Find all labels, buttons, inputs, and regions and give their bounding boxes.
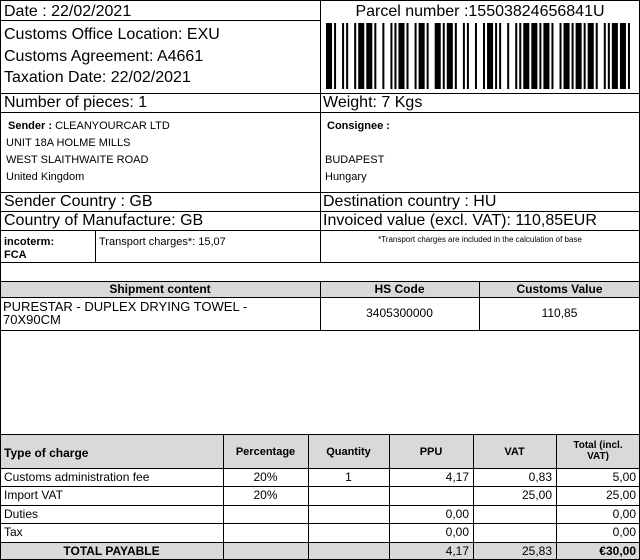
shipment-content-line-1: PURESTAR - DUPLEX DRYING TOWEL - bbox=[3, 299, 248, 314]
destination-country: Destination country : HU bbox=[323, 193, 497, 210]
barcode-bar bbox=[358, 23, 364, 89]
total-header-line-2: VAT) bbox=[587, 451, 609, 462]
barcode-bar bbox=[398, 23, 404, 89]
barcode-bar bbox=[447, 23, 453, 89]
vat-cell: 25,00 bbox=[521, 488, 552, 502]
barcode-bar bbox=[483, 23, 485, 89]
barcode-bar bbox=[551, 23, 553, 89]
charge-type-cell: Customs administration fee bbox=[4, 470, 150, 484]
barcode-bar bbox=[507, 23, 509, 89]
ppu-cell: 0,00 bbox=[445, 525, 469, 539]
barcode-bar bbox=[560, 23, 562, 89]
percentage-cell: 20% bbox=[253, 488, 278, 502]
sender-country: Sender Country : GB bbox=[4, 193, 153, 210]
barcode-bar bbox=[435, 23, 441, 89]
percentage-cell: 20% bbox=[253, 470, 278, 484]
barcode-bar bbox=[427, 23, 429, 89]
barcode-bar bbox=[326, 23, 332, 89]
consignee-label: Consignee : bbox=[327, 120, 390, 132]
shipment-content-cell bbox=[3, 300, 303, 325]
total-vat: 25,83 bbox=[521, 544, 552, 558]
shipment-content-header: Shipment content bbox=[109, 282, 211, 296]
parcel-weight: Weight: 7 Kgs bbox=[323, 94, 423, 111]
taxation-date: Taxation Date: 22/02/2021 bbox=[4, 69, 191, 86]
consignee-city: BUDAPEST bbox=[325, 154, 385, 166]
barcode-bar bbox=[543, 23, 549, 89]
barcode-bar bbox=[467, 23, 469, 89]
percentage-header: Percentage bbox=[235, 446, 296, 458]
barcode-bar bbox=[487, 23, 493, 89]
barcode-bar bbox=[463, 23, 465, 89]
charge-type-cell: Import VAT bbox=[4, 488, 63, 502]
total-cell: 0,00 bbox=[612, 507, 636, 521]
charge-type-header: Type of charge bbox=[4, 446, 89, 460]
total-payable-label: TOTAL PAYABLE bbox=[63, 544, 160, 558]
total-cell: 25,00 bbox=[605, 488, 636, 502]
barcode-bar bbox=[334, 23, 336, 89]
quantity-cell: 1 bbox=[345, 470, 352, 484]
sender-address-1: UNIT 18A HOLME MILLS bbox=[6, 137, 131, 149]
barcode-bar bbox=[523, 23, 529, 89]
barcode-bar bbox=[620, 23, 626, 89]
parcel-barcode bbox=[326, 23, 636, 89]
barcode-bar bbox=[366, 23, 372, 89]
sender-label: Sender : bbox=[8, 120, 53, 132]
sender-name: CLEANYOURCAR LTD bbox=[55, 120, 170, 132]
barcode-bar bbox=[443, 23, 445, 89]
barcode-bar bbox=[455, 23, 457, 89]
hs-code-header: HS Code bbox=[374, 282, 425, 296]
invoiced-value: Invoiced value (excl. VAT): 110,85EUR bbox=[323, 212, 597, 229]
country-of-manufacture: Country of Manufacture: GB bbox=[4, 212, 204, 229]
barcode-bar bbox=[354, 23, 356, 89]
barcode-bar bbox=[584, 23, 586, 89]
barcode-bar bbox=[374, 23, 376, 89]
hs-code-cell: 3405300000 bbox=[366, 306, 433, 320]
barcode-bar bbox=[475, 23, 477, 89]
ppu-cell: 4,17 bbox=[445, 470, 469, 484]
barcode-bar bbox=[628, 23, 630, 89]
total-payable-amount: €30,00 bbox=[599, 544, 636, 558]
total-ppu: 4,17 bbox=[445, 544, 469, 558]
barcode-bars bbox=[326, 23, 630, 89]
barcode-bar bbox=[531, 23, 537, 89]
vat-header: VAT bbox=[504, 446, 525, 458]
barcode-bar bbox=[342, 23, 344, 89]
customs-agreement: Customs Agreement: A4661 bbox=[4, 48, 204, 65]
vat-cell: 0,83 bbox=[528, 470, 552, 484]
barcode-bar bbox=[519, 23, 521, 89]
barcode-bar bbox=[612, 23, 618, 89]
barcode-bar bbox=[588, 23, 594, 89]
barcode-bar bbox=[390, 23, 392, 89]
incoterm-label: incoterm: bbox=[4, 236, 55, 248]
barcode-bar bbox=[415, 23, 417, 89]
barcode-bar bbox=[539, 23, 541, 89]
transport-charges-note: *Transport charges are included in the calculation of base bbox=[378, 235, 582, 244]
customs-value-header: Customs Value bbox=[516, 282, 603, 296]
barcode-bar bbox=[515, 23, 517, 89]
total-header-line-1: Total (incl. bbox=[573, 440, 623, 451]
barcode-bar bbox=[564, 23, 570, 89]
barcode-bar bbox=[407, 23, 409, 89]
barcode-bar bbox=[346, 23, 348, 89]
customs-office-location: Customs Office Location: EXU bbox=[4, 26, 220, 43]
barcode-bar bbox=[572, 23, 574, 89]
barcode-bar bbox=[394, 23, 396, 89]
barcode-bar bbox=[608, 23, 610, 89]
sender-name-line bbox=[8, 120, 170, 133]
incoterm-value: FCA bbox=[4, 249, 27, 261]
barcode-bar bbox=[604, 23, 606, 89]
barcode-bar bbox=[499, 23, 501, 89]
sender-address-2: WEST SLAITHWAITE ROAD bbox=[6, 154, 149, 166]
charge-type-cell: Duties bbox=[4, 507, 39, 521]
ppu-header: PPU bbox=[419, 446, 443, 458]
total-cell: 0,00 bbox=[612, 525, 636, 539]
barcode-bar bbox=[419, 23, 425, 89]
barcode-bar bbox=[596, 23, 598, 89]
parcel-number: Parcel number :15503824656841U bbox=[355, 3, 605, 20]
ppu-cell: 0,00 bbox=[445, 507, 469, 521]
customs-value-cell: 110,85 bbox=[541, 306, 578, 320]
barcode-bar bbox=[495, 23, 497, 89]
barcode-bar bbox=[576, 23, 582, 89]
number-of-pieces: Number of pieces: 1 bbox=[4, 94, 148, 111]
quantity-header: Quantity bbox=[326, 446, 371, 458]
document-date: Date : 22/02/2021 bbox=[4, 3, 132, 20]
shipment-content-line-2: 70X90CM bbox=[3, 312, 61, 327]
total-cell: 5,00 bbox=[612, 470, 636, 484]
consignee-country: Hungary bbox=[325, 171, 367, 183]
charge-type-cell: Tax bbox=[4, 525, 23, 539]
transport-charges: Transport charges*: 15,07 bbox=[99, 236, 226, 248]
barcode-bar bbox=[382, 23, 384, 89]
total-header bbox=[556, 440, 640, 462]
sender-country-name: United Kingdom bbox=[6, 171, 85, 183]
